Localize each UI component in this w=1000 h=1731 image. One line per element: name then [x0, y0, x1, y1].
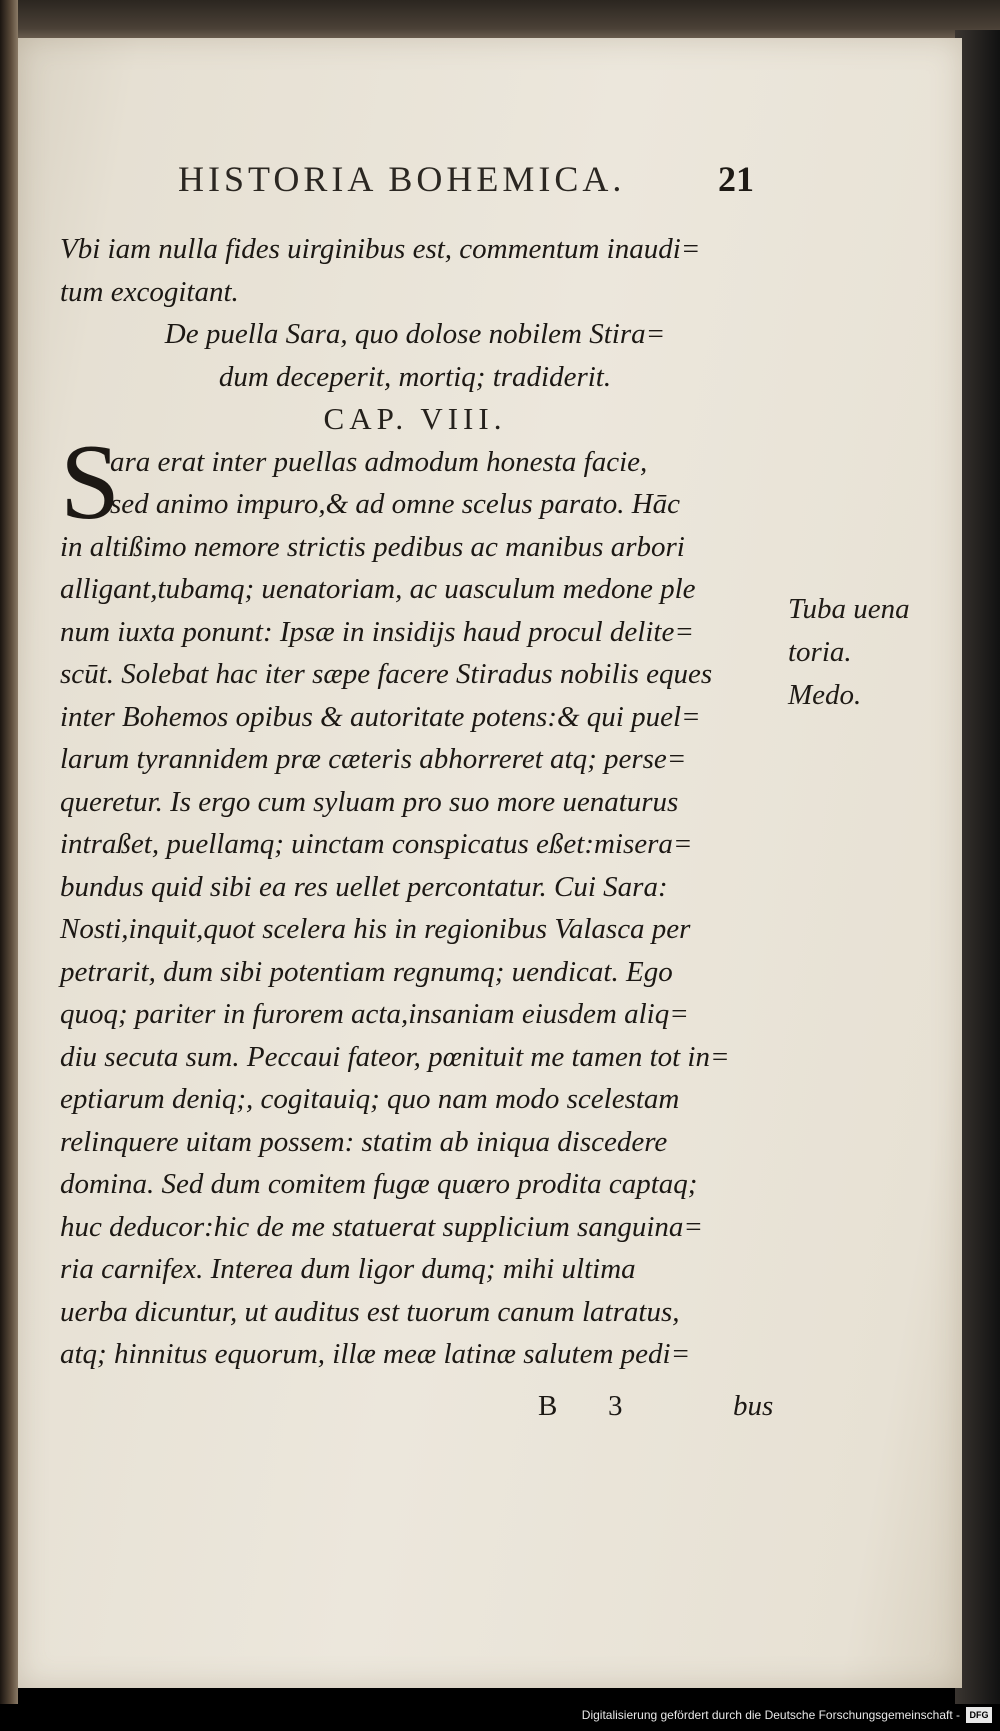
signature-letter: B [538, 1390, 558, 1422]
text-line: domina. Sed dum comitem fugæ quæro prodita captaq; [60, 1168, 698, 1200]
text-line: num iuxta ponunt: Ipsæ in insidijs haud procul delite= [60, 615, 694, 648]
drop-cap-initial: S [60, 422, 121, 542]
page-number: 21 [718, 159, 754, 199]
text-line: scūt. Solebat hac iter sæpe facere Stiradus nobilis eques [60, 658, 713, 690]
footer-bar [0, 1704, 1000, 1731]
scan-top-edge [0, 0, 1000, 40]
dfg-logo: DFG [966, 1707, 992, 1723]
text-line: in altißimo nemore strictis pedibus ac manibus arbori [60, 530, 685, 563]
main-text-block [60, 228, 770, 1376]
text-line: eptiarum deniq;, cogitauiq; quo nam modo scelestam [60, 1083, 680, 1115]
scan-left-edge [0, 0, 18, 1731]
text-line: Vbi iam nulla fides uirginibus est, commentum inaudi= [60, 233, 701, 265]
funding-credit: Digitalisierung gefördert durch die Deutsche Forschungsgemeinschaft - [581, 1708, 960, 1722]
text-line: ara erat inter puellas admodum honesta facie, [110, 445, 648, 478]
margin-note-line: Medo. [788, 679, 862, 711]
text-line: larum tyrannidem præ cæteris abhorreret atq; perse= [60, 743, 687, 775]
text-line: alligant,tubamq; uenatoriam, ac uasculum medone ple [60, 573, 696, 605]
running-head: HISTORIA BOHEMICA. [178, 159, 626, 199]
text-line: queretur. Is ergo cum syluam pro suo more uenaturus [60, 785, 679, 818]
margin-note-line: Tuba uena [788, 593, 910, 625]
catchword: bus [733, 1390, 774, 1422]
chapter-heading: CAP. VIII. [323, 401, 507, 436]
margin-note-line: toria. [788, 636, 852, 668]
signature-number: 3 [608, 1390, 623, 1422]
marginal-notes [788, 588, 958, 717]
text-line: Nosti,inquit,quot scelera his in regionibus Valasca per [60, 913, 691, 945]
text-line: relinquere uitam possem: statim ab iniqua discedere [60, 1125, 668, 1158]
text-line: bundus quid sibi ea res uellet percontatur. Cui Sara: [60, 870, 668, 903]
page-header [178, 158, 778, 218]
signature-line [538, 1390, 774, 1434]
text-line: intraßet, puellamq; uinctam conspicatus eßet:misera= [60, 828, 693, 860]
book-page [18, 38, 962, 1688]
text-line: uerba dicuntur, ut auditus est tuorum canum latratus, [60, 1295, 680, 1328]
chapter-summary-line: De puella Sara, quo dolose nobilem Stira= [164, 318, 666, 350]
text-line: tum excogitant. [60, 275, 239, 308]
chapter-summary-line: dum deceperit, mortiq; tradiderit. [218, 360, 612, 393]
text-line: inter Bohemos opibus & autoritate potens:& qui puel= [60, 700, 701, 733]
text-line: diu secuta sum. Peccaui fateor, pœnituit me tamen tot in= [60, 1040, 730, 1073]
text-line: ria carnifex. Interea dum ligor dumq; mihi ultima [60, 1253, 636, 1285]
text-line: petrarit, dum sibi potentiam regnumq; uendicat. Ego [60, 955, 673, 988]
text-line: sed animo impuro,& ad omne scelus parato. Hāc [110, 488, 681, 520]
text-line: huc deducor:hic de me statuerat supplicium sanguina= [60, 1210, 703, 1243]
text-line: quoq; pariter in furorem acta,insaniam eiusdem aliq= [60, 998, 689, 1030]
chapter-opening [60, 422, 770, 542]
text-line: atq; hinnitus equorum, illæ meæ latinæ salutem pedi= [60, 1338, 691, 1370]
